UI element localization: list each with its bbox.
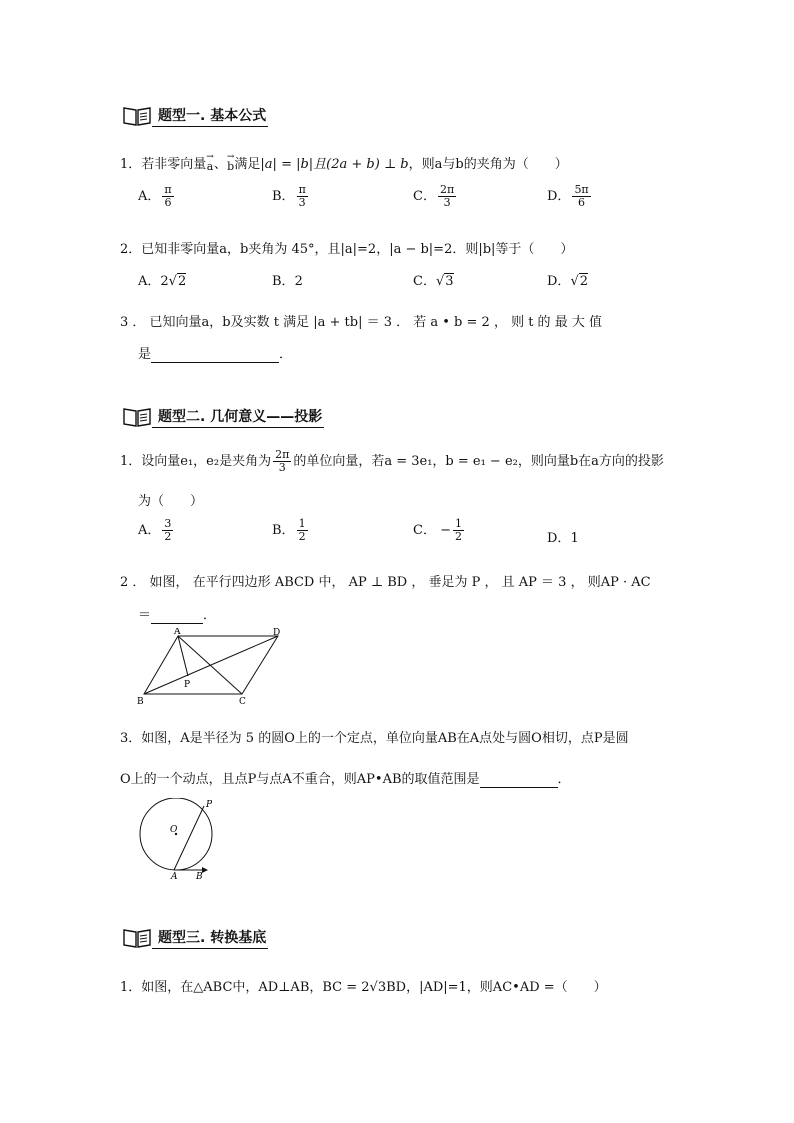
option-c: C． $\frac{2\pi}{3}$ xyxy=(413,183,455,210)
question-text: ，则a与b的夹角为（ ） xyxy=(408,157,568,172)
fig-label: P xyxy=(206,800,213,810)
s2-question-2-line2: ＝ ． xyxy=(138,608,217,623)
option-a: A．2√2 xyxy=(138,274,187,289)
fig-label: B xyxy=(137,697,144,707)
option-d: D．1 xyxy=(547,531,579,546)
option-b: B． $\frac{\pi}{3}$ xyxy=(272,183,306,210)
option-a: A． $\frac{3}{2}$ xyxy=(138,517,172,544)
book-icon xyxy=(122,406,152,428)
condition-text: |a| = |b|且(2a + b) ⊥ b xyxy=(260,157,409,172)
s1-question-3-line2: 是 ． xyxy=(138,347,293,362)
option-d: D．√2 xyxy=(547,274,589,289)
fig-label: P xyxy=(184,680,191,690)
question-number: 1． xyxy=(120,157,142,172)
fig-label: O xyxy=(170,825,178,835)
section-title: 题型二. 几何意义——投影 xyxy=(152,406,324,428)
option-b: B．2 xyxy=(272,274,303,289)
section-title: 题型三. 转换基底 xyxy=(152,927,268,949)
option-c: C． − $\frac{1}{2}$ xyxy=(413,517,462,544)
fig-label: D xyxy=(273,628,281,638)
answer-blank[interactable] xyxy=(151,608,203,624)
vector-a: → a xyxy=(206,152,214,173)
fig-label: C xyxy=(239,697,246,707)
section-header-3 xyxy=(122,926,268,950)
parallelogram-figure xyxy=(132,628,292,710)
s1-question-1: 1．若非零向量 → a 、 → b 满足|a| = |b|且(2a + b) ⊥ b，则a与b的夹角为（ ） xyxy=(120,152,568,173)
fraction: $\frac{2\pi}{3}$ xyxy=(275,448,290,475)
fig-label: A xyxy=(174,628,181,637)
s2-question-1-line2: 为（ ） xyxy=(138,494,204,509)
option-d: D． $\frac{5\pi}{6}$ xyxy=(547,183,589,210)
circle-figure xyxy=(134,798,224,880)
vector-b: → b xyxy=(226,152,235,173)
book-icon xyxy=(122,927,152,949)
fraction: $\frac{\pi}{3}$ xyxy=(298,183,306,210)
book-icon xyxy=(122,105,152,127)
fraction: $\frac{5\pi}{6}$ xyxy=(574,183,589,210)
section-title: 题型一. 基本公式 xyxy=(152,105,268,127)
fraction: $\frac{\pi}{6}$ xyxy=(164,183,172,210)
fig-label: A xyxy=(171,872,178,880)
question-text: 若非零向量 xyxy=(141,157,207,172)
option-c: C．√3 xyxy=(413,274,454,289)
s2-question-2: 2 ． 如图， 在平行四边形 ABCD 中， AP ⊥ BD ， 垂足为 P ， 且 AP ＝ 3 ， 则AP · AC xyxy=(120,575,651,590)
section-header-2 xyxy=(122,405,324,429)
fig-label: B xyxy=(196,872,203,880)
answer-blank[interactable] xyxy=(151,347,279,363)
s2-question-3-line2: O上的一个动点，且点P与点A不重合，则AP•AB的取值范围是 ． xyxy=(120,772,571,787)
option-a: A． $\frac{\pi}{6}$ xyxy=(138,183,172,210)
s3-question-1: 1．如图，在△ABC中，AD⊥AB，BC = 2√3BD，|AD|=1，则AC•AD =（ ） xyxy=(120,980,607,995)
s1-question-2: 2．已知非零向量a，b夹角为 45°，且|a|=2，|a − b|=2．则|b|等于（ ） xyxy=(120,242,574,257)
answer-blank[interactable] xyxy=(480,772,558,788)
s1-question-3: 3 ． 已知向量a，b及实数 t 满足 |a + tb| ＝ 3 ． 若 a • b = 2 ， 则 t 的 最 大 值 xyxy=(120,315,602,330)
s2-question-1: 1．设向量e₁，e₂是夹角为 $\frac{2\pi}{3}$ 的单位向量，若a = 3e₁，b = e₁ − e₂，则向量b在a方向的投影 xyxy=(120,448,664,475)
option-b: B． $\frac{1}{2}$ xyxy=(272,517,306,544)
s2-question-3: 3．如图，A是半径为 5 的圆O上的一个定点，单位向量AB在A点处与圆O相切，点P是圆 xyxy=(120,731,629,746)
section-header-1 xyxy=(122,104,268,128)
question-text: 满足 xyxy=(234,157,261,172)
fraction: $\frac{2\pi}{3}$ xyxy=(439,183,455,210)
